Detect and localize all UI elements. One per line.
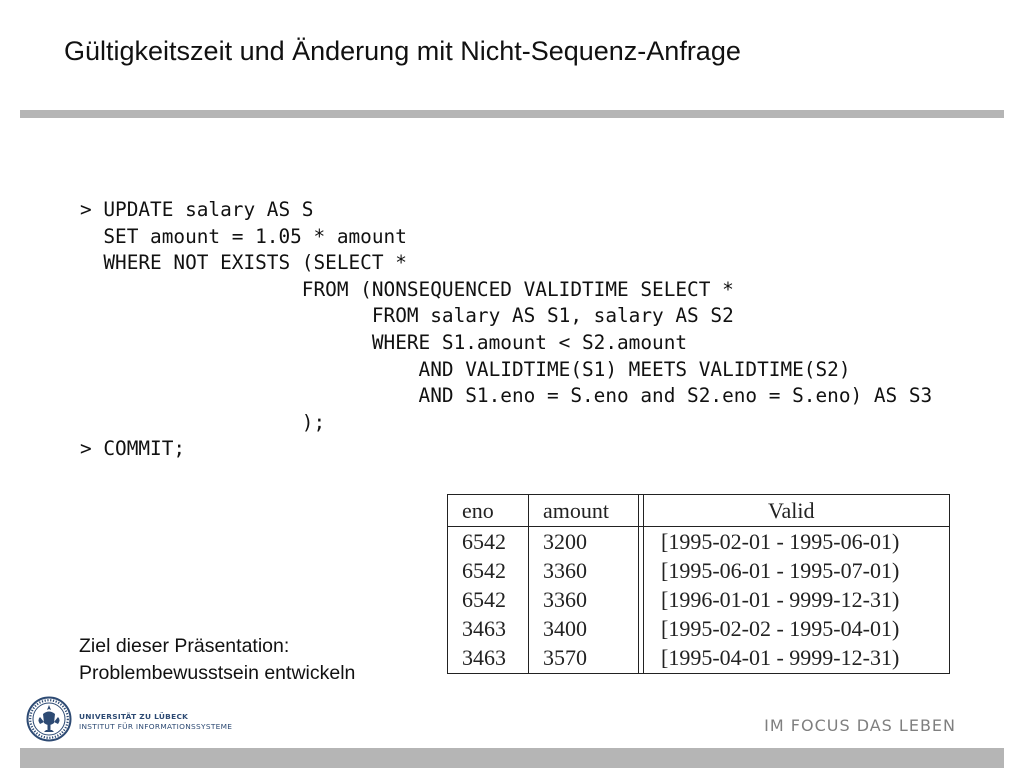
table-row xyxy=(448,587,949,617)
slogan: IM FOCUS DAS LEBEN xyxy=(764,716,956,735)
cell-valid: [1996-01-01 - 9999-12-31) xyxy=(661,587,900,612)
cell-eno: 6542 xyxy=(462,558,506,583)
institute-name: INSTITUT FÜR INFORMATIONSSYSTEME xyxy=(79,721,233,731)
cell-amount: 3570 xyxy=(543,645,587,670)
cell-valid: [1995-06-01 - 1995-07-01) xyxy=(661,558,900,583)
footer-bar xyxy=(20,748,1004,768)
table-row xyxy=(448,645,949,675)
table-row xyxy=(448,529,949,559)
university-seal-logo xyxy=(26,696,72,742)
code-line: > COMMIT; xyxy=(80,437,186,461)
title-divider xyxy=(20,110,1004,118)
cell-amount: 3200 xyxy=(543,529,587,554)
cell-eno: 3463 xyxy=(462,645,506,670)
goal-line: Problembewusstsein entwickeln xyxy=(79,662,356,684)
presentation-goal xyxy=(79,633,355,687)
table-header-valid: Valid xyxy=(768,498,815,523)
cell-valid: [1995-02-01 - 1995-06-01) xyxy=(661,529,900,554)
code-line: > UPDATE salary AS S xyxy=(80,198,314,221)
table-header-eno: eno xyxy=(462,498,494,523)
university-wordmark xyxy=(79,712,232,731)
cell-valid: [1995-04-01 - 9999-12-31) xyxy=(661,645,900,670)
cell-eno: 3463 xyxy=(462,616,506,641)
table-row xyxy=(448,558,949,588)
table-row xyxy=(448,616,949,646)
code-line: FROM (NONSEQUENCED VALIDTIME SELECT * xyxy=(80,277,734,301)
cell-amount: 3360 xyxy=(543,587,587,612)
university-name: UNIVERSITÄT ZU LÜBECK xyxy=(79,712,189,721)
goal-line: Ziel dieser Präsentation: xyxy=(79,635,290,657)
table-header-divider xyxy=(448,526,949,527)
cell-amount: 3360 xyxy=(543,558,587,583)
code-line: ); xyxy=(80,410,326,434)
cell-valid: [1995-02-02 - 1995-04-01) xyxy=(661,616,900,641)
code-line: FROM salary AS S1, salary AS S2 xyxy=(80,304,734,328)
sql-code-block xyxy=(80,197,932,463)
code-line: AND VALIDTIME(S1) MEETS VALIDTIME(S2) xyxy=(80,357,851,381)
slide-title: Gültigkeitszeit und Änderung mit Nicht-Sequenz-Anfrage xyxy=(64,36,741,66)
cell-eno: 6542 xyxy=(462,529,506,554)
code-line: WHERE S1.amount < S2.amount xyxy=(80,330,688,354)
salary-result-table xyxy=(447,494,950,674)
code-line: SET amount = 1.05 * amount xyxy=(80,224,407,248)
code-line: WHERE NOT EXISTS (SELECT * xyxy=(80,251,407,275)
code-line: AND S1.eno = S.eno and S2.eno = S.eno) AS S3 xyxy=(80,384,933,408)
table-header-amount: amount xyxy=(543,498,609,523)
cell-eno: 6542 xyxy=(462,587,506,612)
cell-amount: 3400 xyxy=(543,616,587,641)
